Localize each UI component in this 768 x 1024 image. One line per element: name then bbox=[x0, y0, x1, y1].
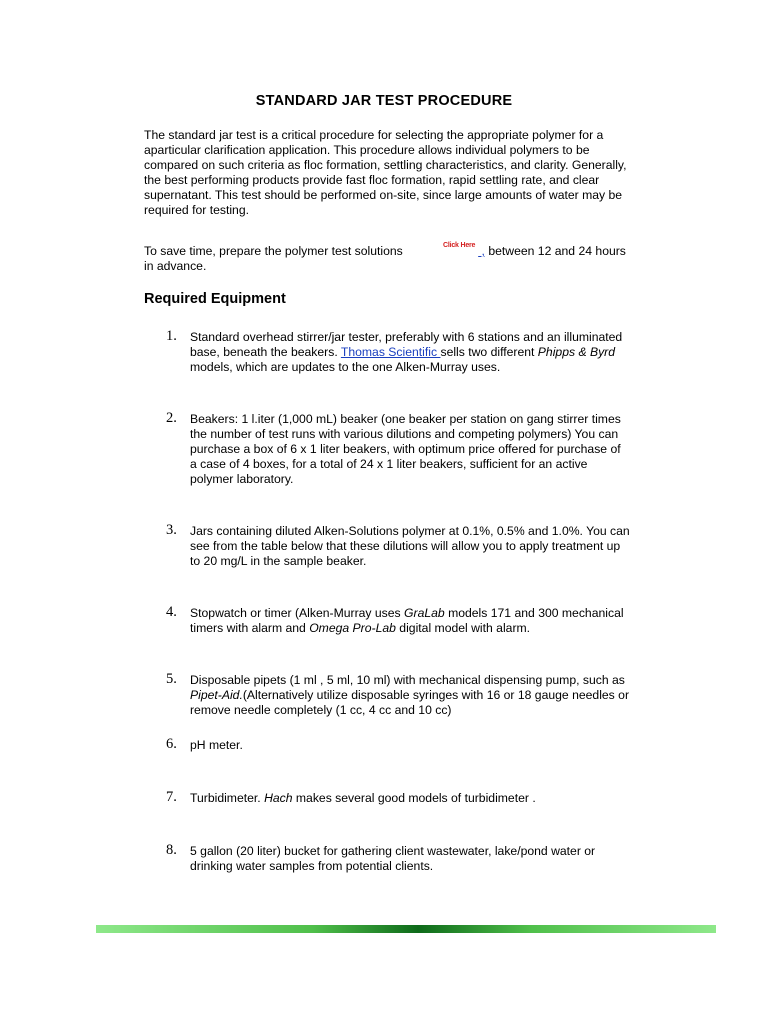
solutions-link[interactable]: , bbox=[478, 244, 485, 258]
item-text: Beakers: 1 l.iter (1,000 mL) beaker (one beaker per station on gang stirrer times the number of test runs with various dilutions and competing polymers) You can purchase a box of 6 x 1 liter beakers, with optimum price offered for purchase of a case of 4 boxes, for a total of 24 x 1 liter beakers, sufficient for an active polymer laboratory. bbox=[190, 412, 621, 487]
item-number: 6. bbox=[166, 736, 177, 752]
item-text-part: digital model with alarm. bbox=[395, 621, 531, 636]
item-text bbox=[190, 791, 630, 806]
item-text: 5 gallon (20 liter) bucket for gathering client wastewater, lake/pond water or drinking water samples from potential clients. bbox=[190, 844, 596, 874]
item-text bbox=[190, 673, 630, 718]
item-text: pH meter. bbox=[190, 738, 243, 752]
item-text-part: makes several good models of turbidimeter . bbox=[292, 791, 536, 805]
item-text-part: Disposable pipets (1 ml , 5 ml, 10 ml) with mechanical dispensing pump, such as bbox=[190, 673, 625, 687]
item-text bbox=[190, 330, 630, 375]
item-text-part: models 171 and 300 mechanical timers with alarm and bbox=[190, 606, 624, 636]
section-heading: Required Equipment bbox=[144, 291, 286, 307]
item-text-part: (Alternatively utilize disposable syringes with 16 or 18 gauge needles or remove needle completely (1 cc, 4 cc and 10 cc) bbox=[190, 688, 629, 718]
item-number: 4. bbox=[166, 604, 177, 620]
item-text-emphasis: Hach bbox=[264, 791, 293, 805]
item-text-part: sells two different bbox=[440, 345, 538, 360]
item-text-emphasis: Pipet-Aid. bbox=[190, 688, 243, 703]
intro-paragraph: The standard jar test is a critical procedure for selecting the appropriate polymer for a aparticular clarification application. This procedure allows individual polymers to be compared on such criteria as floc formation, settling characteristics, and clarity. Generally, the best performing products provide fast floc formation, rapid settling rate, and clear supernatant. This test should be performed on-site, since large amounts of water may be required for testing. bbox=[144, 128, 627, 218]
item-number: 8. bbox=[166, 842, 177, 858]
item-text-part: Standard overhead stirrer/jar tester, preferably with 6 stations and an illuminated base, beneath the beakers. bbox=[190, 330, 623, 360]
page-title: STANDARD JAR TEST PROCEDURE bbox=[255, 93, 513, 109]
item-text-part: Turbidimeter. bbox=[190, 791, 265, 805]
item-number: 3. bbox=[166, 522, 177, 538]
item-text-emphasis: Phipps & Byrd bbox=[537, 345, 616, 360]
item-text-emphasis: GraLab bbox=[404, 606, 445, 620]
item-number: 1. bbox=[166, 328, 177, 344]
item-number: 5. bbox=[166, 671, 177, 687]
item-text bbox=[190, 606, 630, 636]
thomas-scientific-link[interactable]: Thomas Scientific bbox=[340, 345, 441, 360]
item-text-emphasis: Omega Pro-Lab bbox=[309, 621, 396, 636]
click-here-button[interactable]: Click Here bbox=[443, 242, 476, 249]
item-number: 7. bbox=[166, 789, 177, 805]
footer-divider bbox=[96, 925, 716, 933]
save-time-paragraph bbox=[144, 244, 634, 274]
item-text: Jars containing diluted Alken-Solutions polymer at 0.1%, 0.5% and 1.0%. You can see from the table below that these dilutions will allow you to apply treatment up to 20 mg/L in the sample beaker. bbox=[190, 524, 630, 569]
item-text-part: Stopwatch or timer (Alken-Murray uses bbox=[190, 606, 405, 620]
item-number: 2. bbox=[166, 410, 177, 426]
item-text-part: models, which are updates to the one Alken-Murray uses. bbox=[190, 360, 501, 375]
save-time-text-after: between 12 and 24 hours in advance. bbox=[144, 244, 626, 274]
save-time-text-before: To save time, prepare the polymer test solutions bbox=[144, 244, 403, 258]
